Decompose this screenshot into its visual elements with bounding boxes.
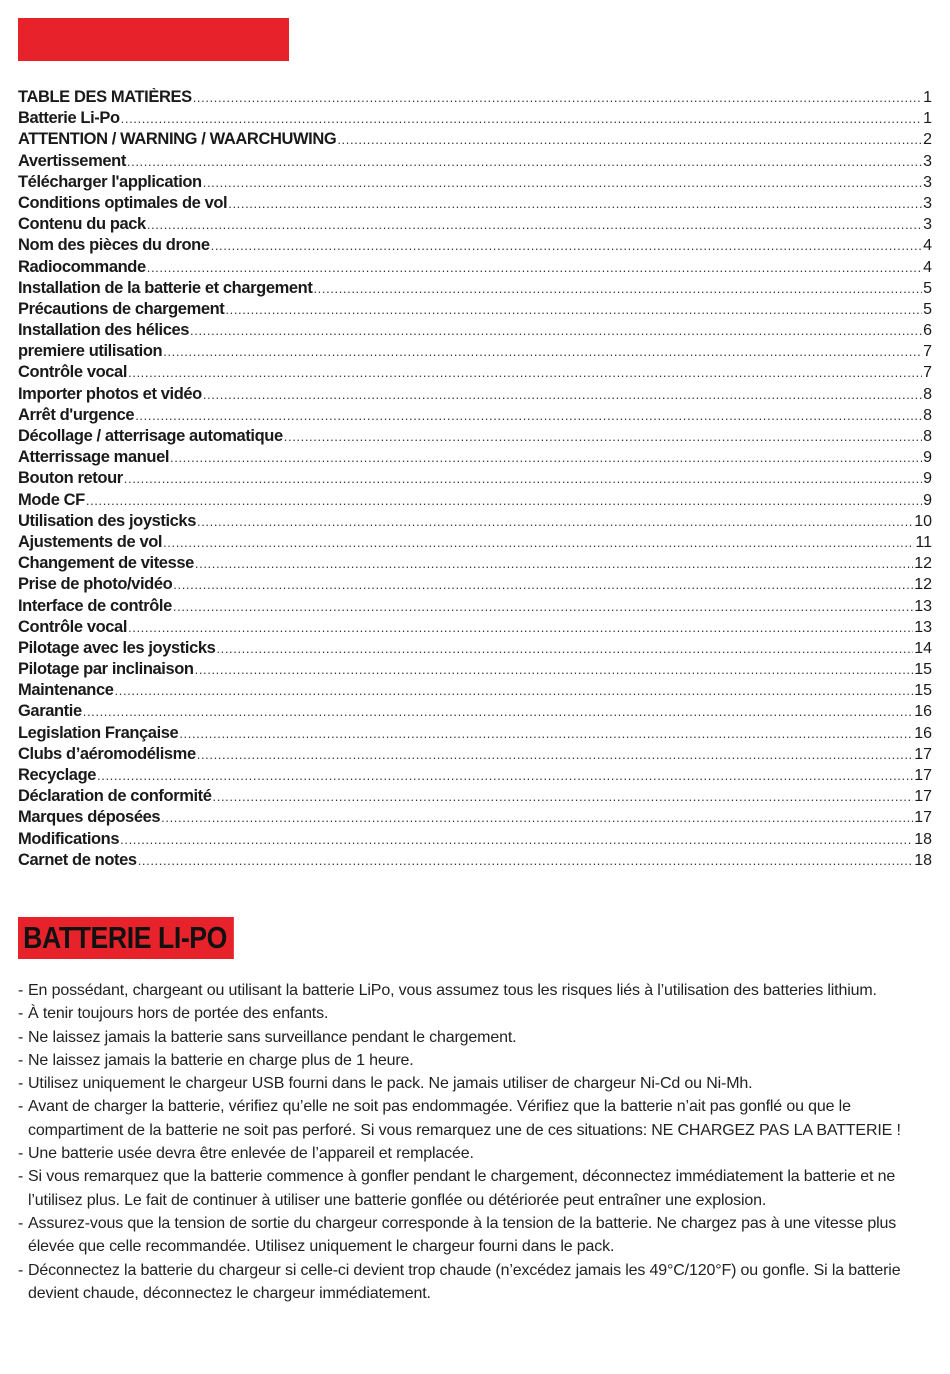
battery-warning-item <box>18 979 936 1002</box>
toc-entry-page: 10 <box>914 512 932 530</box>
toc-entry-page: 15 <box>914 682 932 700</box>
toc-entry[interactable] <box>18 830 932 851</box>
toc-entry-title: Importer photos et vidéo <box>18 384 202 403</box>
toc-entry-title: Arrêt d'urgence <box>18 405 135 424</box>
battery-warning-text: Ne laissez jamais la batterie sans surveillance pendant le chargement. <box>28 1028 517 1046</box>
toc-entry[interactable] <box>18 300 932 321</box>
toc-dot-leader <box>197 514 913 529</box>
toc-dot-leader <box>197 747 913 762</box>
bullet-dash: - <box>18 1145 24 1163</box>
toc-entry-title: Changement de vitesse <box>18 554 194 573</box>
toc-entry-page: 16 <box>914 724 932 742</box>
toc-dot-leader <box>203 175 922 190</box>
toc-entry-title: Marques déposées <box>18 808 161 827</box>
toc-entry[interactable] <box>18 469 932 490</box>
toc-entry[interactable] <box>18 109 932 130</box>
battery-warning-item <box>18 1002 936 1025</box>
toc-entry[interactable] <box>18 575 932 596</box>
toc-entry[interactable] <box>18 639 932 660</box>
toc-entry[interactable] <box>18 321 932 342</box>
toc-entry[interactable] <box>18 279 932 300</box>
toc-entry-page: 5 <box>923 279 932 297</box>
battery-warning-text: En possédant, chargeant ou utilisant la batterie LiPo, vous assumez tous les risques liés à l’utilisation des batteries lithium. <box>28 982 877 999</box>
toc-entry-title: Garantie <box>18 702 82 721</box>
toc-dot-leader <box>216 641 913 656</box>
toc-entry-title: Radiocommande <box>18 257 146 276</box>
battery-warning-text: À tenir toujours hors de portée des enfants. <box>28 1005 329 1023</box>
battery-warning-list <box>18 979 936 1305</box>
toc-entry[interactable] <box>18 724 932 745</box>
toc-dot-leader <box>86 493 922 508</box>
toc-entry-title: Contrôle vocal <box>18 617 128 636</box>
toc-entry-title: Legislation Française <box>18 723 179 742</box>
toc-entry[interactable] <box>18 618 932 639</box>
toc-entry-page: 1 <box>923 89 932 106</box>
bullet-dash: - <box>18 1168 24 1186</box>
toc-dot-leader <box>128 365 922 380</box>
toc-entry-title: Atterrissage manuel <box>18 448 170 467</box>
toc-entry-title: Décollage / atterrisage automatique <box>18 427 283 445</box>
toc-entry-page: 18 <box>914 830 932 848</box>
toc-entry[interactable] <box>18 342 932 363</box>
section-heading-battery: BATTERIE LI-PO <box>18 917 234 959</box>
battery-warning-item <box>18 1072 936 1095</box>
toc-entry-page: 12 <box>914 555 932 573</box>
toc-entry-page: 13 <box>914 597 932 615</box>
toc-entry-page: 17 <box>914 745 932 763</box>
battery-warning-text: Avant de charger la batterie, vérifiez qu’elle ne soit pas endommagée. Vérifiez que la batterie n’ait pas gonflé ou que le compartiment de la batterie ne soit pas perforé. Si vous remarquez une de ces situations: NE CHARGEZ PAS LA BATTERIE ! <box>28 1098 901 1139</box>
toc-dot-leader <box>127 154 922 169</box>
toc-dot-leader <box>115 683 914 698</box>
toc-entry-page: 13 <box>914 618 932 636</box>
toc-entry[interactable] <box>18 766 932 787</box>
toc-dot-leader <box>147 217 922 232</box>
battery-warning-item <box>18 1049 936 1072</box>
toc-dot-leader <box>193 90 922 105</box>
toc-entry-title: Déclaration de conformité <box>18 787 212 806</box>
toc-dot-leader <box>203 387 922 402</box>
toc-entry-page: 5 <box>923 300 932 318</box>
toc-dot-leader <box>211 238 922 253</box>
toc-entry-title: Batterie Li-Po <box>18 109 120 128</box>
toc-entry-title: Interface de contrôle <box>18 596 172 615</box>
toc-entry[interactable] <box>18 448 932 469</box>
toc-entry-page: 17 <box>914 809 932 827</box>
toc-entry-title: Clubs d’aéromodélisme <box>18 744 196 763</box>
toc-entry-page: 16 <box>914 703 932 721</box>
toc-entry[interactable] <box>18 130 932 151</box>
toc-entry[interactable] <box>18 385 932 406</box>
toc-entry-page: 9 <box>923 491 932 509</box>
bullet-dash: - <box>18 1261 24 1279</box>
toc-entry[interactable] <box>18 215 932 236</box>
toc-entry-title: Modifications <box>18 829 120 848</box>
toc-entry-page: 6 <box>923 322 932 340</box>
toc-dot-leader <box>120 832 913 847</box>
toc-entry-page: 11 <box>915 533 932 551</box>
battery-warning-item <box>18 1165 936 1212</box>
toc-entry-page: 7 <box>923 364 932 382</box>
toc-entry[interactable] <box>18 851 932 872</box>
toc-entry-page: 8 <box>923 406 932 424</box>
toc-entry[interactable] <box>18 681 932 702</box>
toc-entry-page: 8 <box>923 385 932 403</box>
toc-dot-leader <box>163 535 914 550</box>
toc-entry-page: 7 <box>923 343 932 361</box>
toc-entry[interactable] <box>18 660 932 681</box>
toc-entry-page: 12 <box>914 576 932 594</box>
toc-entry[interactable] <box>18 554 932 575</box>
toc-entry-title: Maintenance <box>18 681 114 700</box>
toc-entry-title: TABLE DES MATIÈRES <box>18 88 192 106</box>
toc-entry[interactable] <box>18 427 932 448</box>
toc-entry[interactable] <box>18 512 932 533</box>
toc-entry-title: Télécharger l'application <box>18 172 202 191</box>
toc-dot-leader <box>179 726 913 741</box>
toc-entry-title: Pilotage avec les joysticks <box>18 638 216 657</box>
toc-entry[interactable] <box>18 787 932 808</box>
toc-entry-title: premiere utilisation <box>18 342 163 361</box>
toc-entry-page: 4 <box>923 258 932 276</box>
toc-entry[interactable] <box>18 88 932 109</box>
toc-dot-leader <box>147 260 922 275</box>
toc-entry-title: Pilotage par inclinaison <box>18 660 194 679</box>
toc-dot-leader <box>170 450 922 465</box>
toc-entry-title: Conditions optimales de vol <box>18 193 228 212</box>
toc-entry-title: Carnet de notes <box>18 850 137 869</box>
toc-entry[interactable] <box>18 745 932 766</box>
toc-entry-page: 3 <box>923 216 932 234</box>
toc-entry-page: 14 <box>914 639 932 657</box>
toc-entry-title: Recyclage <box>18 766 97 784</box>
toc-entry-title: Contrôle vocal <box>18 363 128 382</box>
battery-warning-text: Si vous remarquez que la batterie commence à gonfler pendant le chargement, déconnectez immédiatement la batterie et ne l’utilisez plus. Le fait de continuer à utiliser une batterie gonflée ou détériorée peut entraîner une explosion. <box>28 1168 896 1209</box>
table-of-contents <box>18 88 932 872</box>
toc-entry-page: 2 <box>923 131 932 149</box>
toc-dot-leader <box>190 323 922 338</box>
toc-entry-page: 3 <box>923 173 932 191</box>
toc-entry[interactable] <box>18 258 932 279</box>
toc-dot-leader <box>337 132 922 147</box>
toc-dot-leader <box>228 196 922 211</box>
battery-warning-item <box>18 1142 936 1165</box>
bullet-dash: - <box>18 1075 24 1093</box>
battery-warning-text: Ne laissez jamais la batterie en charge plus de 1 heure. <box>28 1051 414 1069</box>
toc-dot-leader <box>121 111 922 126</box>
toc-dot-leader <box>135 408 922 423</box>
toc-dot-leader <box>195 662 914 677</box>
toc-entry-page: 8 <box>923 428 932 445</box>
toc-entry-page: 1 <box>923 110 932 128</box>
toc-entry[interactable] <box>18 152 932 173</box>
bullet-dash: - <box>18 1214 24 1232</box>
toc-entry[interactable] <box>18 406 932 427</box>
toc-entry-title: Bouton retour <box>18 469 123 488</box>
toc-entry-title: Installation des hélices <box>18 321 190 340</box>
toc-entry-title: Mode CF <box>18 490 85 509</box>
toc-dot-leader <box>83 704 913 719</box>
toc-dot-leader <box>213 789 914 804</box>
toc-entry-title: ATTENTION / WARNING / WAARCHUWING <box>18 130 337 149</box>
toc-entry-title: Contenu du pack <box>18 215 146 234</box>
toc-dot-leader <box>128 620 913 635</box>
toc-entry-page: 17 <box>914 767 932 784</box>
toc-dot-leader <box>173 599 913 614</box>
battery-warning-text: Une batterie usée devra être enlevée de l’appareil et remplacée. <box>28 1145 474 1163</box>
battery-warning-text: Assurez-vous que la tension de sortie du chargeur corresponde à la tension de la batterie. Ne chargez pas à une vitesse plus élevée que celle recommandée. Utilisez uniquement le chargeur fourni dans le pack. <box>28 1214 897 1256</box>
toc-dot-leader <box>313 281 922 296</box>
toc-entry-title: Précautions de chargement <box>18 299 225 318</box>
toc-entry[interactable] <box>18 173 932 194</box>
toc-dot-leader <box>284 429 922 444</box>
toc-entry-page: 18 <box>914 851 932 869</box>
battery-warning-text: Déconnectez la batterie du chargeur si celle-ci devient trop chaude (n’excédez jamais les 49°C/120°F) ou gonfle. Si la batterie devient chaude, déconnectez le chargeur immédiatement. <box>28 1261 901 1302</box>
battery-warning-item <box>18 1026 936 1049</box>
toc-entry-page: 17 <box>914 788 932 806</box>
bullet-dash: - <box>18 1051 24 1069</box>
toc-dot-leader <box>97 768 913 783</box>
toc-dot-leader <box>195 556 913 571</box>
toc-dot-leader <box>161 810 913 825</box>
bullet-dash: - <box>18 1005 24 1023</box>
toc-entry-page: 9 <box>923 449 932 467</box>
toc-dot-leader <box>124 471 922 486</box>
toc-entry[interactable] <box>18 702 932 723</box>
battery-warning-text: Utilisez uniquement le chargeur USB fourni dans le pack. Ne jamais utiliser de chargeur Ni-Cd ou Ni-Mh. <box>28 1075 753 1093</box>
toc-entry[interactable] <box>18 808 932 829</box>
toc-entry-page: 3 <box>923 194 932 212</box>
bullet-dash: - <box>18 1028 24 1046</box>
toc-dot-leader <box>163 344 922 359</box>
toc-entry-title: Ajustements de vol <box>18 532 163 551</box>
toc-entry-page: 3 <box>923 152 932 170</box>
toc-dot-leader <box>138 853 914 868</box>
toc-entry-title: Utilisation des joysticks <box>18 511 196 530</box>
header-red-bar <box>18 18 289 61</box>
bullet-dash: - <box>18 982 24 999</box>
toc-entry[interactable] <box>18 194 932 215</box>
toc-entry-page: 15 <box>914 661 932 679</box>
toc-entry[interactable] <box>18 491 932 512</box>
toc-entry-title: Installation de la batterie et chargement <box>18 278 313 297</box>
toc-entry[interactable] <box>18 533 932 554</box>
toc-entry-title: Nom des pièces du drone <box>18 236 210 255</box>
battery-warning-item <box>18 1212 936 1259</box>
toc-entry-title: Prise de photo/vidéo <box>18 575 173 594</box>
toc-entry[interactable] <box>18 597 932 618</box>
battery-warning-item <box>18 1095 936 1142</box>
toc-entry[interactable] <box>18 236 932 257</box>
toc-dot-leader <box>225 302 922 317</box>
toc-entry-title: Avertissement <box>18 151 126 170</box>
bullet-dash: - <box>18 1098 24 1116</box>
toc-entry-page: 4 <box>923 237 932 255</box>
battery-warning-item <box>18 1259 936 1306</box>
toc-dot-leader <box>173 577 913 592</box>
toc-entry[interactable] <box>18 363 932 384</box>
toc-entry-page: 9 <box>923 470 932 488</box>
